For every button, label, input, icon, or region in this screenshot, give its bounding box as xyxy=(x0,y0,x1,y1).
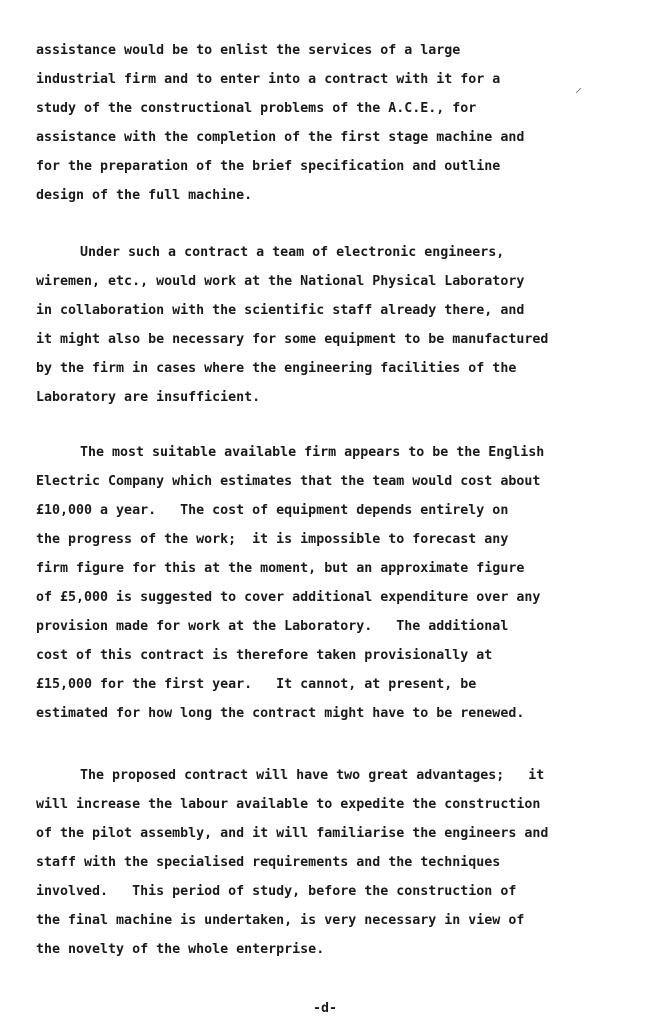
text-line: the novelty of the whole enterprise. xyxy=(36,942,325,957)
text-line: industrial firm and to enter into a contract with it for a xyxy=(36,72,501,87)
paragraph-2 xyxy=(36,238,626,412)
text-line: by the firm in cases where the engineering facilities of the xyxy=(36,361,517,376)
text-line: of the pilot assembly, and it will familiarise the engineers and xyxy=(36,826,549,841)
text-line: wiremen, etc., would work at the National Physical Laboratory xyxy=(36,274,525,289)
text-line: provision made for work at the Laboratory. The additional xyxy=(36,619,509,634)
paragraph-1 xyxy=(36,36,626,210)
text-line: firm figure for this at the moment, but an approximate figure xyxy=(36,561,525,576)
text-line: the progress of the work; it is impossible to forecast any xyxy=(36,532,509,547)
text-line: £10,000 a year. The cost of equipment depends entirely on xyxy=(36,503,509,518)
text-line: cost of this contract is therefore taken provisionally at xyxy=(36,648,493,663)
paragraph-4 xyxy=(36,761,626,964)
text-line: The proposed contract will have two great advantages; it xyxy=(80,768,545,783)
text-line: staff with the specialised requirements and the techniques xyxy=(36,855,501,870)
text-line: for the preparation of the brief specification and outline xyxy=(36,159,501,174)
text-line: Laboratory are insufficient. xyxy=(36,390,261,405)
text-line: in collaboration with the scientific staff already there, and xyxy=(36,303,525,318)
text-line: assistance would be to enlist the services of a large xyxy=(36,43,461,58)
text-line: Electric Company which estimates that the team would cost about xyxy=(36,474,541,489)
text-line: it might also be necessary for some equipment to be manufactured xyxy=(36,332,549,347)
text-line: involved. This period of study, before the construction of xyxy=(36,884,517,899)
text-line: will increase the labour available to expedite the construction xyxy=(36,797,541,812)
text-line: study of the constructional problems of the A.C.E., for xyxy=(36,101,477,116)
text-line: £15,000 for the first year. It cannot, at present, be xyxy=(36,677,477,692)
text-line: estimated for how long the contract might have to be renewed. xyxy=(36,706,525,721)
text-line: The most suitable available firm appears to be the English xyxy=(80,445,545,460)
paragraph-3 xyxy=(36,438,626,728)
text-line: Under such a contract a team of electronic engineers, xyxy=(80,245,505,260)
text-line: the final machine is undertaken, is very necessary in view of xyxy=(36,913,525,928)
text-line: assistance with the completion of the first stage machine and xyxy=(36,130,525,145)
text-line: of £5,000 is suggested to cover additional expenditure over any xyxy=(36,590,541,605)
page-number: -d- xyxy=(312,1001,338,1016)
text-line: design of the full machine. xyxy=(36,188,253,203)
margin-pencil-mark: ⸝ xyxy=(575,80,582,96)
